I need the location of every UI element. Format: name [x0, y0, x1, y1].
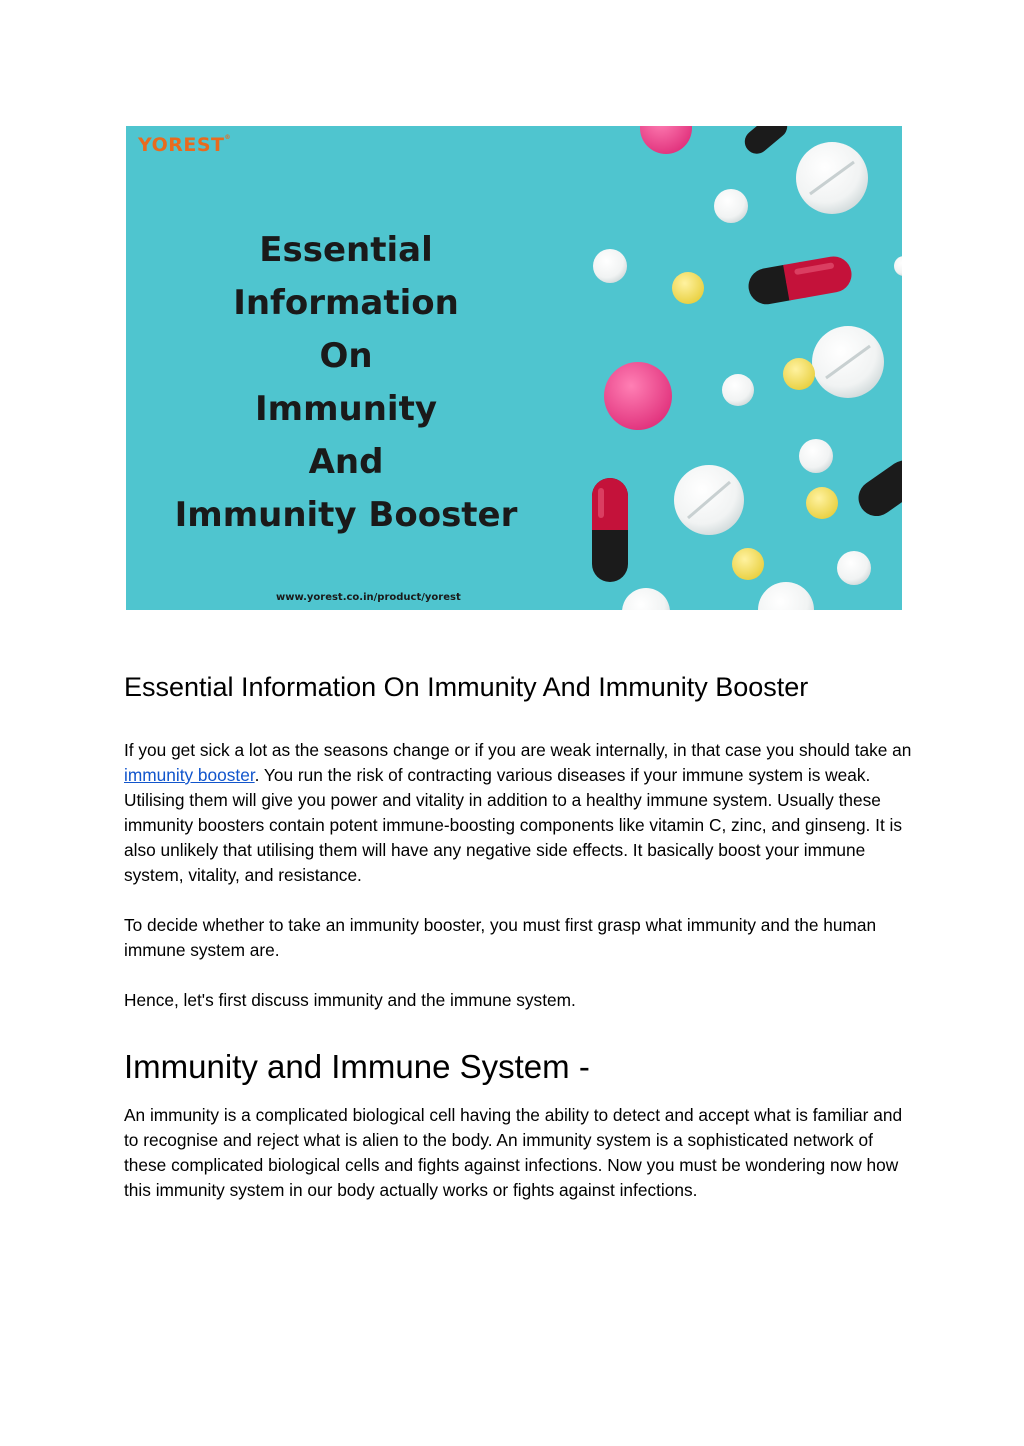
white-pill: [799, 439, 833, 473]
capsule: [851, 453, 902, 523]
banner-title-line: Essential: [259, 230, 433, 270]
registered-mark: ®: [224, 134, 231, 141]
white-tablet: [622, 588, 670, 610]
brand-name: YOREST: [138, 134, 225, 156]
white-pill: [593, 249, 627, 283]
banner-title-line: Information: [233, 283, 459, 323]
yellow-pill: [672, 272, 704, 304]
white-pill: [714, 189, 748, 223]
pink-pill: [604, 362, 672, 430]
intro-text-after-link: . You run the risk of contracting various diseases if your immune system is weak. Utilising them will give you power and vitality in addition to a healthy immune system. Usually these immunity boosters contain potent immune-boosting components like vitamin C, zinc, and ginseng. It is also unlikely that utilising them will have any negative side effects. It basically boost your immune system, vitality, and resistance.: [124, 765, 903, 885]
yellow-pill: [732, 548, 764, 580]
white-pill: [722, 374, 754, 406]
banner-url: www.yorest.co.in/product/yorest: [276, 592, 461, 603]
banner-title-line: On: [319, 336, 373, 376]
intro-text-before-link: If you get sick a lot as the seasons change or if you are weak internally, in that case you should take an: [124, 740, 912, 760]
capsule: [740, 126, 792, 159]
capsule: [746, 254, 855, 308]
intro-paragraph: [124, 738, 914, 888]
white-pill: [894, 256, 902, 276]
pink-pill: [640, 126, 692, 154]
yellow-pill: [783, 358, 815, 390]
yellow-pill: [806, 487, 838, 519]
banner-title-line: Immunity: [255, 389, 437, 429]
document-title: Essential Information On Immunity And Immunity Booster: [124, 672, 809, 702]
transition-paragraph: Hence, let's first discuss immunity and the immune system.: [124, 990, 576, 1010]
white-pill: [837, 551, 871, 585]
pills-illustration: [126, 126, 902, 610]
banner-title-line: Immunity Booster: [174, 495, 518, 535]
immune-system-paragraph: An immunity is a complicated biological cell having the ability to detect and accept what is familiar and to recognise and reject what is alien to the body. An immunity system is a sophisticated network of these complicated biological cells and fights against infections. Now you must be wondering now how this immunity system in our body actually works or fights against infections.: [124, 1105, 903, 1200]
decision-paragraph: To decide whether to take an immunity booster, you must first grasp what immunity and the human immune system are.: [124, 915, 877, 960]
section-heading: Immunity and Immune System -: [124, 1048, 590, 1085]
hero-banner-image: [126, 126, 902, 610]
white-tablet: [758, 582, 814, 610]
immunity-booster-link[interactable]: immunity booster: [124, 765, 255, 785]
banner-title-line: And: [308, 442, 384, 482]
capsule: [592, 478, 628, 582]
